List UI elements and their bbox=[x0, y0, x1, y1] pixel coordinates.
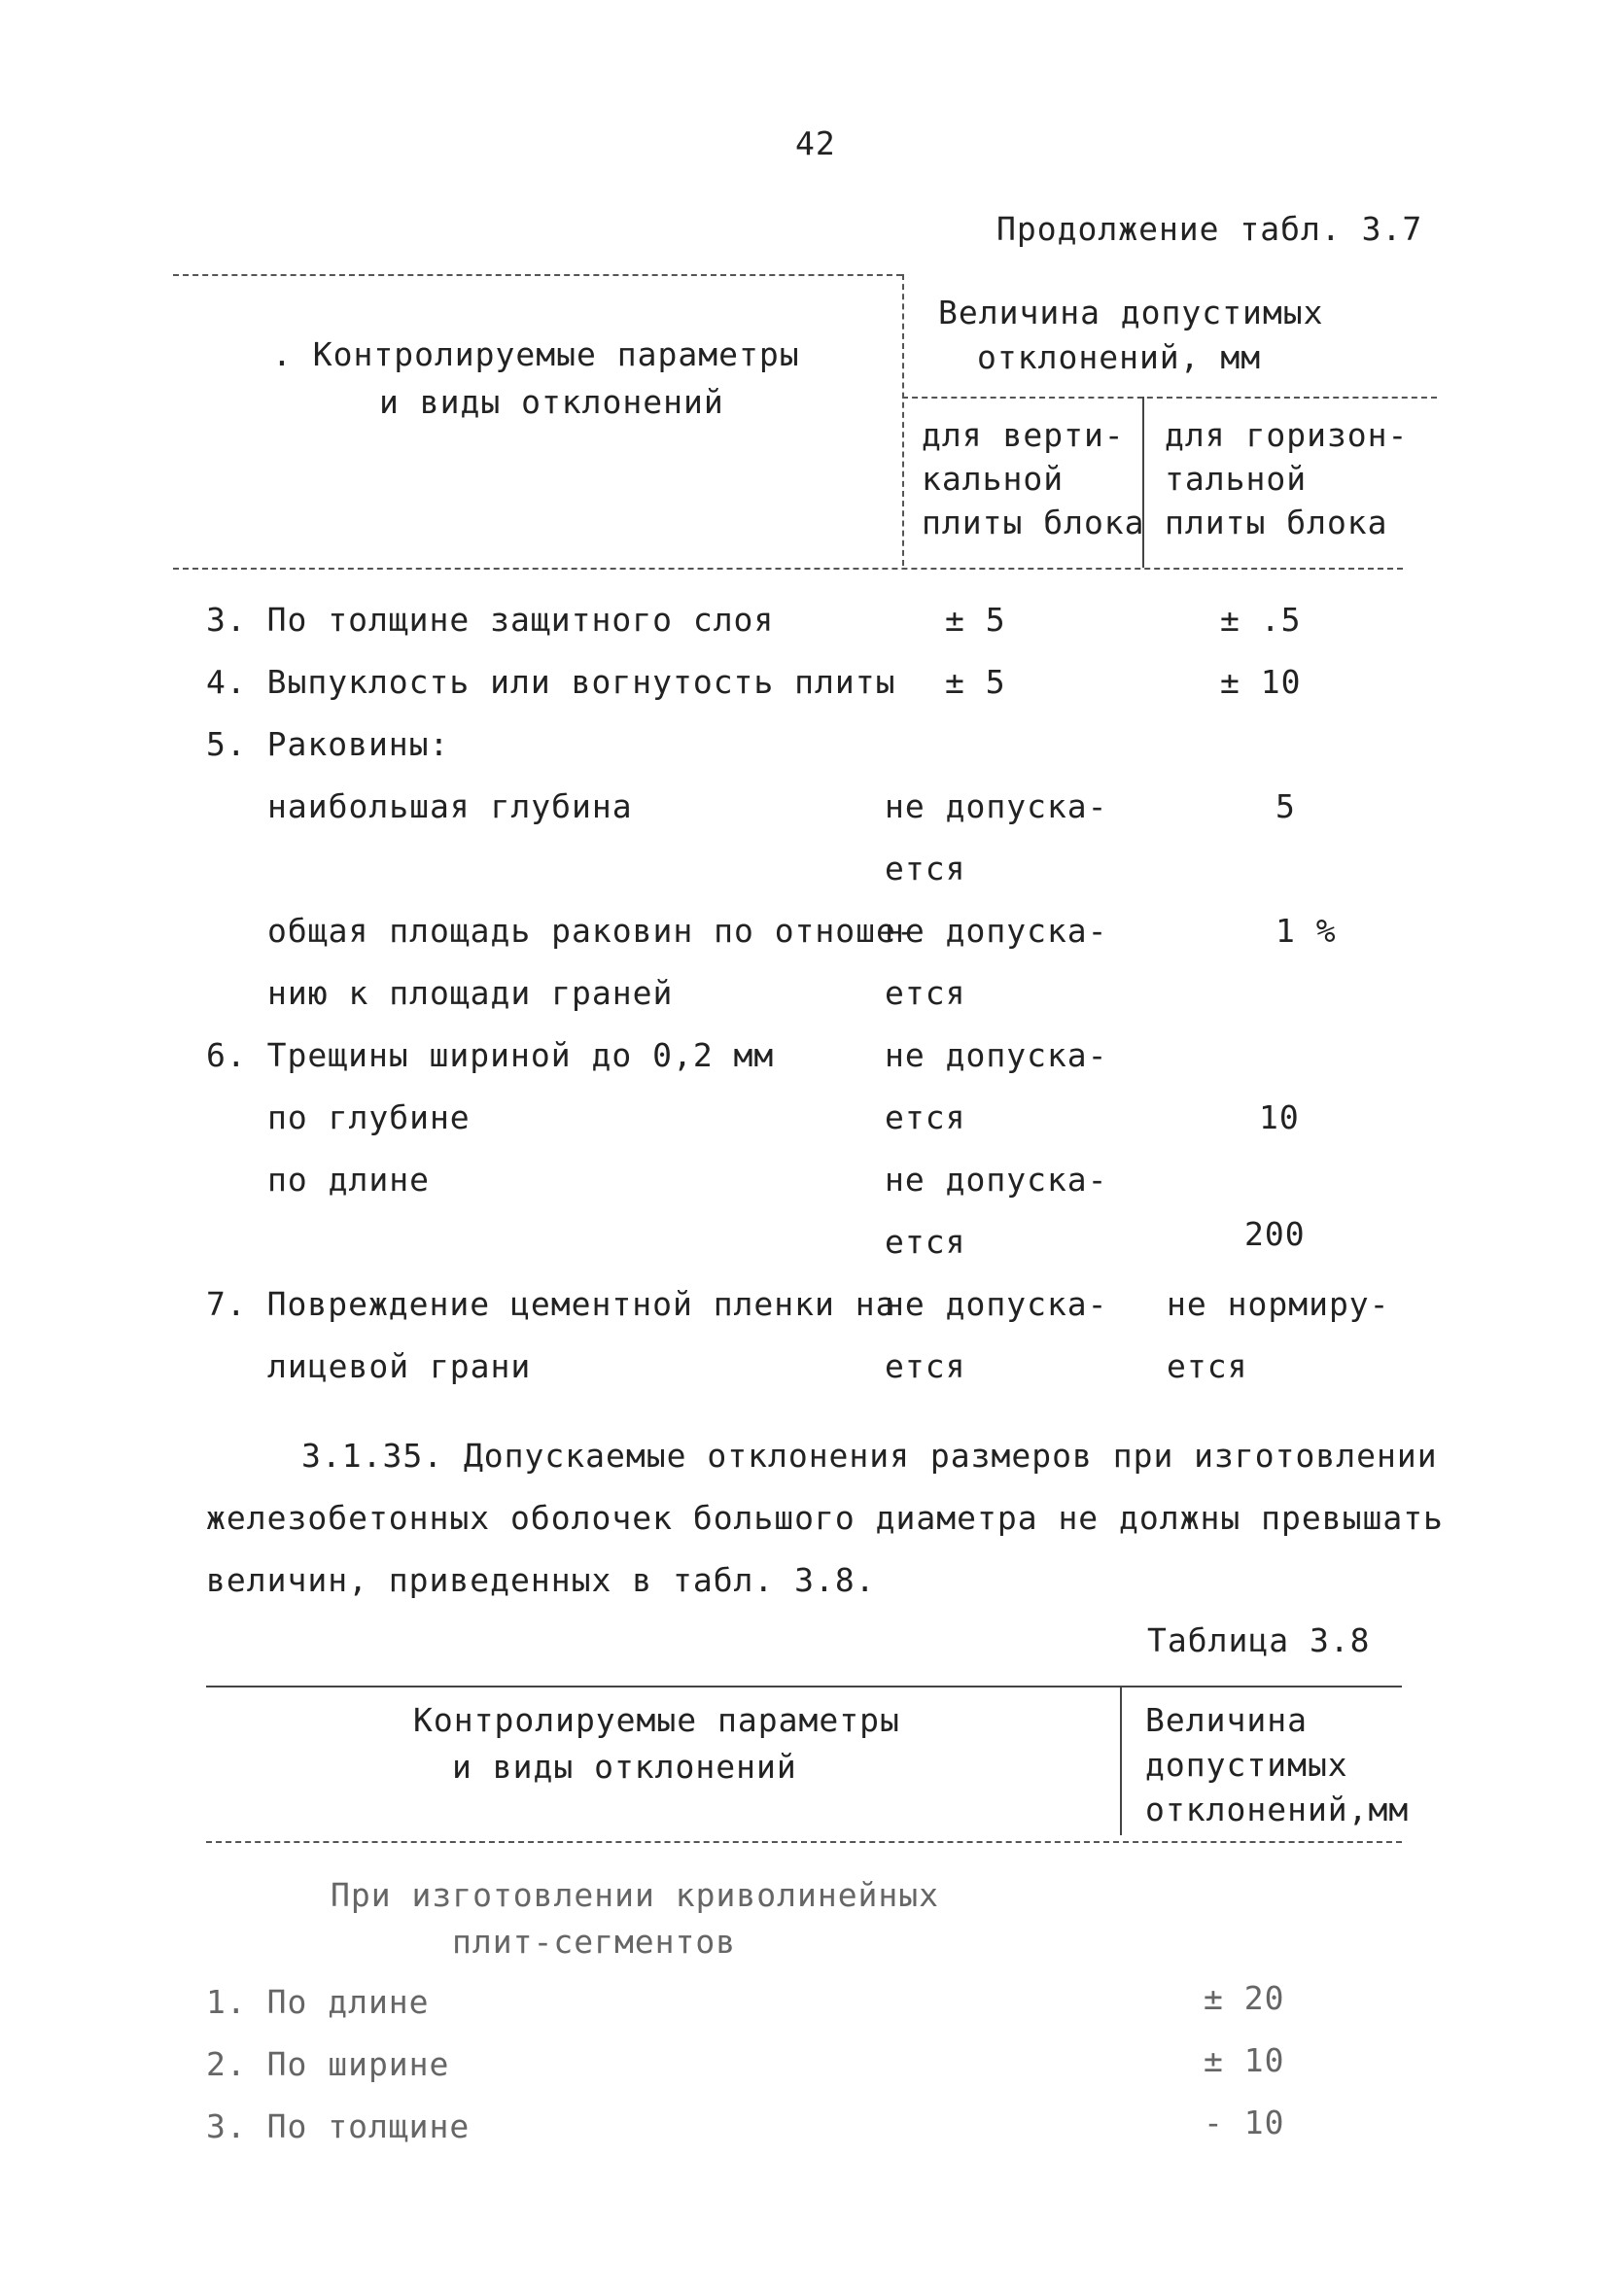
table38-column-divider bbox=[1120, 1686, 1122, 1835]
table38-section-heading-cont: плит-сегментов bbox=[452, 1923, 737, 1961]
table37-row-vert-value: не допуска- bbox=[885, 787, 1108, 825]
table37-header-vert-line1: для верти- bbox=[922, 416, 1125, 454]
table38-header-param-line2: и виды отклонений bbox=[452, 1748, 797, 1786]
table38-caption: Таблица 3.8 bbox=[1147, 1621, 1371, 1659]
table37-row-horiz-value: 200 bbox=[1244, 1215, 1306, 1253]
table37-top-rule bbox=[173, 274, 902, 276]
paragraph-line: железобетонных оболочек большого диаметра не должны превышать bbox=[206, 1499, 1444, 1537]
table37-header-horiz-line2: тальной bbox=[1165, 460, 1308, 498]
table37-header-values-line2: отклонений, мм bbox=[977, 338, 1262, 376]
table37-row-vert-value: не допуска- bbox=[885, 1036, 1108, 1074]
table37-row-label: 5. Раковины: bbox=[206, 725, 450, 763]
table37-row-horiz-value: 10 bbox=[1259, 1098, 1300, 1136]
table37-subheader-rule bbox=[902, 397, 1437, 399]
table37-header-bottom-rule bbox=[173, 568, 1403, 570]
table37-row-vert-value-cont: ется bbox=[885, 1223, 966, 1261]
table-continuation-caption: Продолжение табл. 3.7 bbox=[996, 210, 1423, 248]
table38-top-rule bbox=[206, 1686, 1402, 1687]
table37-row-vert-value: ± 5 bbox=[945, 601, 1006, 639]
table38-header-param-line1: Контролируемые параметры bbox=[413, 1701, 900, 1739]
table38-row-label: 1. По длине bbox=[206, 1983, 430, 2021]
table37-row-label: 6. Трещины шириной до 0,2 мм bbox=[206, 1036, 775, 1074]
table38-header-values-line2: допустимых bbox=[1145, 1746, 1348, 1784]
table37-row-vert-value: не допуска- bbox=[885, 1161, 1108, 1199]
table37-header-param-line2: и виды отклонений bbox=[379, 383, 724, 421]
table37-header-horiz-line1: для горизон- bbox=[1165, 416, 1409, 454]
table37-row-label: по глубине bbox=[267, 1098, 471, 1136]
table37-row-horiz-value: не нормиру- bbox=[1167, 1285, 1390, 1323]
table37-row-vert-value-cont: ется bbox=[885, 1347, 966, 1385]
paragraph-line: величин, приведенных в табл. 3.8. bbox=[206, 1561, 876, 1599]
table37-row-label: по длине bbox=[267, 1161, 430, 1199]
table37-row-label: 7. Повреждение цементной пленки на bbox=[206, 1285, 896, 1323]
table37-row-label-cont: нию к площади граней bbox=[267, 974, 674, 1012]
table37-row-label: 4. Выпуклость или вогнутость плиты bbox=[206, 663, 896, 701]
table37-row-vert-value: не допуска- bbox=[885, 912, 1108, 950]
table38-row-value: ± 10 bbox=[1204, 2041, 1285, 2079]
table37-row-horiz-value-cont: ется bbox=[1167, 1347, 1248, 1385]
table37-row-horiz-value: ± 10 bbox=[1220, 663, 1302, 701]
table37-header-param-line1: . Контролируемые параметры bbox=[272, 335, 800, 373]
table37-header-vert-line3: плиты блока bbox=[922, 504, 1145, 541]
table37-header-vert-line2: кальной bbox=[922, 460, 1065, 498]
table38-row-value: ± 20 bbox=[1204, 1979, 1285, 2017]
table38-header-values-line1: Величина bbox=[1145, 1701, 1308, 1739]
table38-row-label: 2. По ширине bbox=[206, 2045, 450, 2083]
table37-row-label: наибольшая глубина bbox=[267, 787, 633, 825]
table37-row-label: 3. По толщине защитного слоя bbox=[206, 601, 775, 639]
table37-row-vert-value: ется bbox=[885, 1098, 966, 1136]
table38-section-heading: При изготовлении криволинейных bbox=[331, 1876, 940, 1914]
table37-row-horiz-value: 5 bbox=[1275, 787, 1296, 825]
table37-row-vert-value-cont: ется bbox=[885, 850, 966, 887]
table37-row-vert-value-cont: ется bbox=[885, 974, 966, 1012]
table37-row-vert-value: ± 5 bbox=[945, 663, 1006, 701]
table37-row-vert-value: не допуска- bbox=[885, 1285, 1108, 1323]
table37-header-values-line1: Величина допустимых bbox=[938, 294, 1324, 331]
table37-row-label-cont: лицевой грани bbox=[267, 1347, 532, 1385]
table37-row-horiz-value: ± .5 bbox=[1220, 601, 1302, 639]
table37-row-label: общая площадь раковин по отноше- bbox=[267, 912, 917, 950]
table37-header-horiz-line3: плиты блока bbox=[1165, 504, 1388, 541]
table38-header-bottom-rule bbox=[206, 1841, 1402, 1843]
table38-row-label: 3. По толщине bbox=[206, 2107, 471, 2145]
page-number: 42 bbox=[795, 124, 836, 162]
table38-header-values-line3: отклонений,мм bbox=[1145, 1791, 1410, 1828]
table37-column-divider bbox=[902, 274, 904, 566]
table38-row-value: - 10 bbox=[1204, 2104, 1285, 2141]
table37-row-horiz-value: 1 % bbox=[1275, 912, 1337, 950]
paragraph-line: 3.1.35. Допускаемые отклонения размеров при изготовлении bbox=[301, 1437, 1438, 1475]
